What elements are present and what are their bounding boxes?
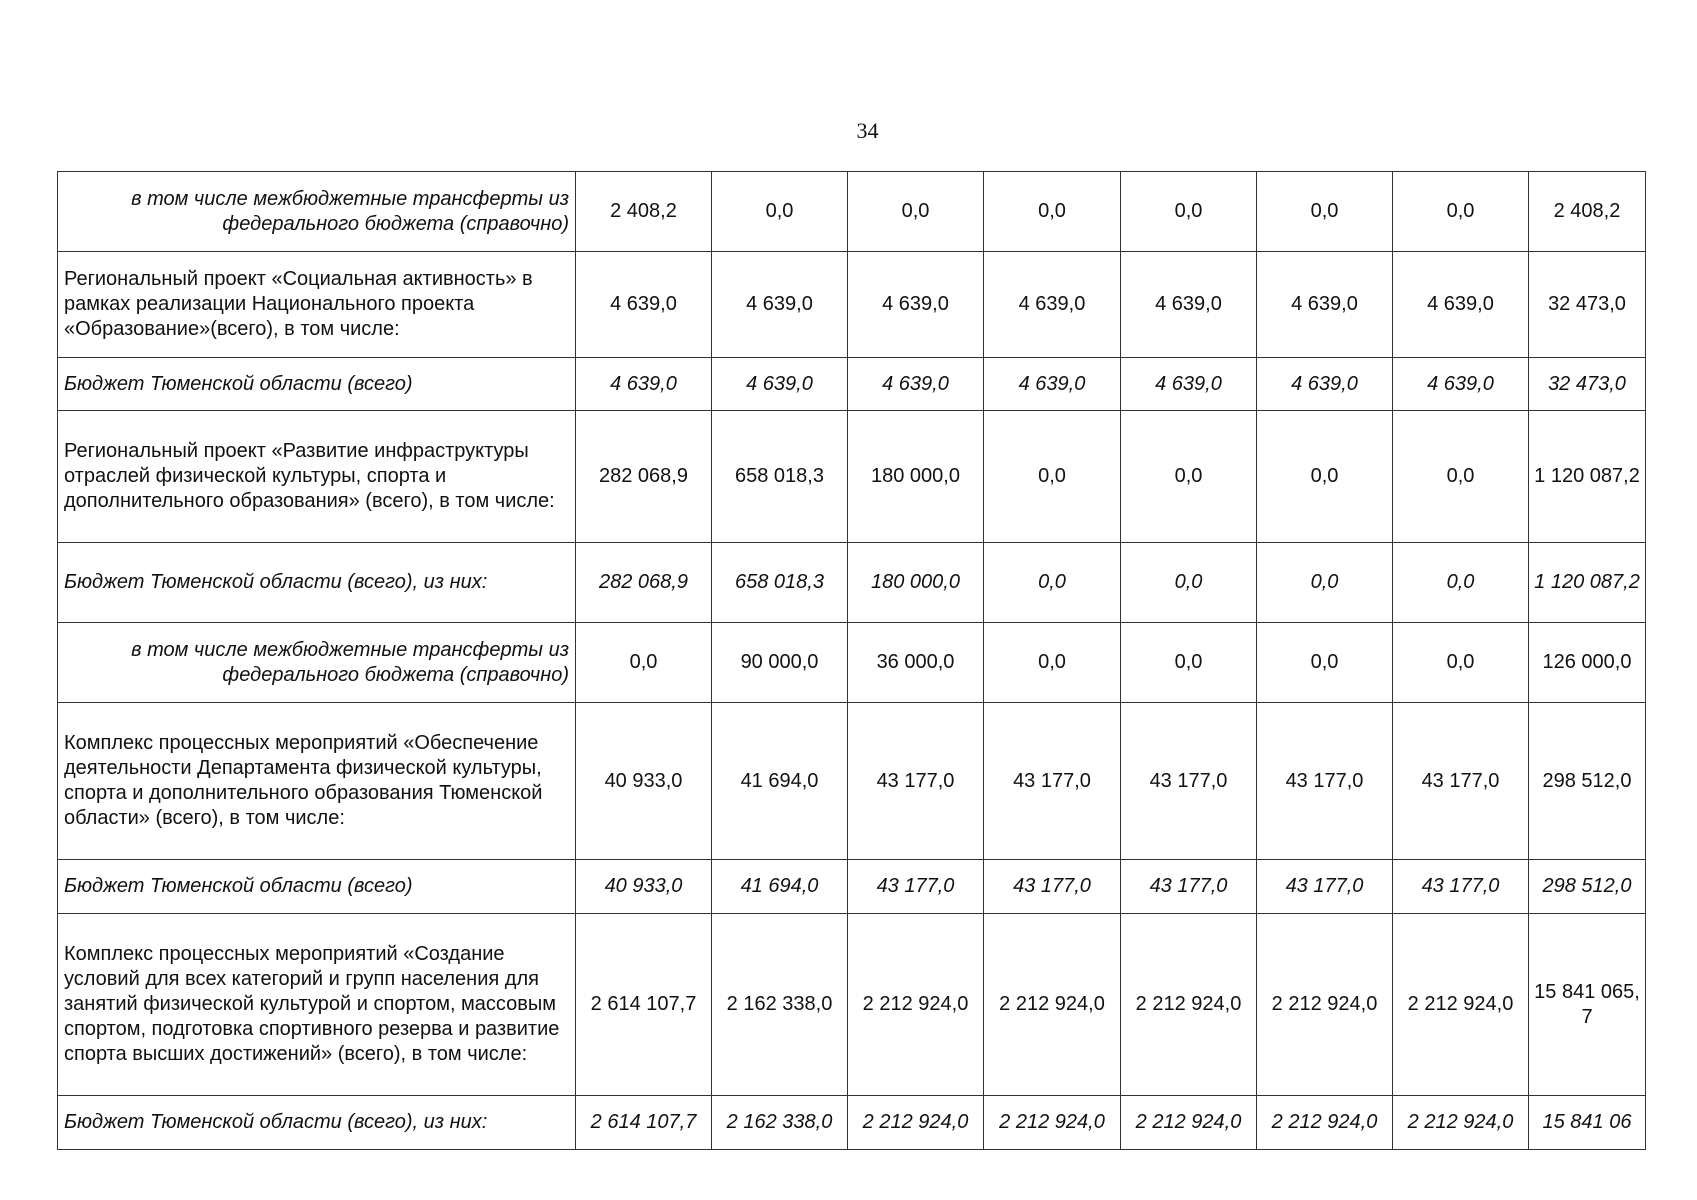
table-row <box>58 543 1646 623</box>
value-cell: 43 177,0 <box>1393 860 1529 914</box>
value-cell: 2 212 924,0 <box>984 1096 1121 1150</box>
value-cell: 2 162 338,0 <box>712 914 848 1096</box>
total-cell: 298 512,0 <box>1529 860 1646 914</box>
value-cell: 2 212 924,0 <box>984 914 1121 1096</box>
row-label: Бюджет Тюменской области (всего) <box>58 860 576 914</box>
value-cell: 2 212 924,0 <box>1121 914 1257 1096</box>
total-cell: 1 120 087,2 <box>1529 543 1646 623</box>
value-cell: 43 177,0 <box>848 860 984 914</box>
value-cell: 41 694,0 <box>712 860 848 914</box>
value-cell: 180 000,0 <box>848 543 984 623</box>
value-cell: 4 639,0 <box>1257 252 1393 358</box>
value-cell: 2 408,2 <box>576 172 712 252</box>
page-number-text: 34 <box>856 118 879 143</box>
value-cell: 0,0 <box>1121 172 1257 252</box>
table-row <box>58 1096 1646 1150</box>
value-cell: 0,0 <box>1121 543 1257 623</box>
table-row <box>58 703 1646 860</box>
value-cell: 0,0 <box>576 623 712 703</box>
value-cell: 2 212 924,0 <box>1121 1096 1257 1150</box>
value-cell: 0,0 <box>1121 411 1257 543</box>
row-label: в том числе межбюджетные трансферты из федерального бюджета (справочно) <box>58 623 576 703</box>
value-cell: 2 212 924,0 <box>1393 1096 1529 1150</box>
value-cell: 4 639,0 <box>1393 252 1529 358</box>
value-cell: 0,0 <box>1257 623 1393 703</box>
row-label: Бюджет Тюменской области (всего) <box>58 358 576 411</box>
value-cell: 180 000,0 <box>848 411 984 543</box>
value-cell: 43 177,0 <box>1393 703 1529 860</box>
value-cell: 2 212 924,0 <box>848 1096 984 1150</box>
value-cell: 0,0 <box>1257 411 1393 543</box>
value-cell: 0,0 <box>1393 543 1529 623</box>
total-cell: 1 120 087,2 <box>1529 411 1646 543</box>
value-cell: 2 212 924,0 <box>1257 1096 1393 1150</box>
value-cell: 43 177,0 <box>1257 703 1393 860</box>
value-cell: 41 694,0 <box>712 703 848 860</box>
value-cell: 0,0 <box>1257 543 1393 623</box>
value-cell: 43 177,0 <box>1121 703 1257 860</box>
value-cell: 4 639,0 <box>1393 358 1529 411</box>
row-label: в том числе межбюджетные трансферты из федерального бюджета (справочно) <box>58 172 576 252</box>
value-cell: 43 177,0 <box>984 860 1121 914</box>
row-label: Региональный проект «Развитие инфраструктуры отраслей физической культуры, спорта и дополнительного образования» (всего), в том числе: <box>58 411 576 543</box>
total-cell: 2 408,2 <box>1529 172 1646 252</box>
value-cell: 0,0 <box>1393 623 1529 703</box>
value-cell: 40 933,0 <box>576 703 712 860</box>
value-cell: 2 212 924,0 <box>848 914 984 1096</box>
value-cell: 4 639,0 <box>1121 252 1257 358</box>
page-number <box>0 118 1697 144</box>
value-cell: 43 177,0 <box>848 703 984 860</box>
value-cell: 4 639,0 <box>848 358 984 411</box>
value-cell: 4 639,0 <box>576 252 712 358</box>
value-cell: 658 018,3 <box>712 543 848 623</box>
budget-table <box>57 171 1646 1150</box>
value-cell: 4 639,0 <box>1257 358 1393 411</box>
total-cell: 298 512,0 <box>1529 703 1646 860</box>
total-cell: 15 841 06 <box>1529 1096 1646 1150</box>
value-cell: 0,0 <box>848 172 984 252</box>
value-cell: 40 933,0 <box>576 860 712 914</box>
value-cell: 43 177,0 <box>984 703 1121 860</box>
value-cell: 658 018,3 <box>712 411 848 543</box>
value-cell: 90 000,0 <box>712 623 848 703</box>
table-row <box>58 914 1646 1096</box>
table-row <box>58 172 1646 252</box>
row-label: Бюджет Тюменской области (всего), из них: <box>58 1096 576 1150</box>
value-cell: 0,0 <box>1393 172 1529 252</box>
value-cell: 4 639,0 <box>984 358 1121 411</box>
value-cell: 4 639,0 <box>848 252 984 358</box>
table-row <box>58 623 1646 703</box>
value-cell: 0,0 <box>984 543 1121 623</box>
row-label: Комплекс процессных мероприятий «Создание условий для всех категорий и групп населения для занятий физической культурой и спортом, массовым спортом, подготовка спортивного резерва и развитие спорта высших достижений» (всего), в том числе: <box>58 914 576 1096</box>
value-cell: 282 068,9 <box>576 411 712 543</box>
table-row <box>58 411 1646 543</box>
value-cell: 43 177,0 <box>1257 860 1393 914</box>
value-cell: 4 639,0 <box>576 358 712 411</box>
value-cell: 282 068,9 <box>576 543 712 623</box>
value-cell: 0,0 <box>984 172 1121 252</box>
value-cell: 4 639,0 <box>1121 358 1257 411</box>
value-cell: 2 614 107,7 <box>576 914 712 1096</box>
table-row <box>58 860 1646 914</box>
value-cell: 4 639,0 <box>712 252 848 358</box>
value-cell: 36 000,0 <box>848 623 984 703</box>
value-cell: 2 162 338,0 <box>712 1096 848 1150</box>
value-cell: 0,0 <box>712 172 848 252</box>
value-cell: 43 177,0 <box>1121 860 1257 914</box>
value-cell: 2 614 107,7 <box>576 1096 712 1150</box>
table-row <box>58 252 1646 358</box>
value-cell: 0,0 <box>984 623 1121 703</box>
row-label: Региональный проект «Социальная активность» в рамках реализации Национального проекта «Образование»(всего), в том числе: <box>58 252 576 358</box>
value-cell: 0,0 <box>984 411 1121 543</box>
total-cell: 15 841 065,7 <box>1529 914 1646 1096</box>
row-label: Комплекс процессных мероприятий «Обеспечение деятельности Департамента физической культуры, спорта и дополнительного образования Тюменской области» (всего), в том числе: <box>58 703 576 860</box>
value-cell: 2 212 924,0 <box>1393 914 1529 1096</box>
value-cell: 0,0 <box>1257 172 1393 252</box>
table-row <box>58 358 1646 411</box>
value-cell: 2 212 924,0 <box>1257 914 1393 1096</box>
value-cell: 4 639,0 <box>984 252 1121 358</box>
total-cell: 126 000,0 <box>1529 623 1646 703</box>
value-cell: 0,0 <box>1393 411 1529 543</box>
row-label: Бюджет Тюменской области (всего), из них: <box>58 543 576 623</box>
total-cell: 32 473,0 <box>1529 358 1646 411</box>
value-cell: 4 639,0 <box>712 358 848 411</box>
value-cell: 0,0 <box>1121 623 1257 703</box>
total-cell: 32 473,0 <box>1529 252 1646 358</box>
